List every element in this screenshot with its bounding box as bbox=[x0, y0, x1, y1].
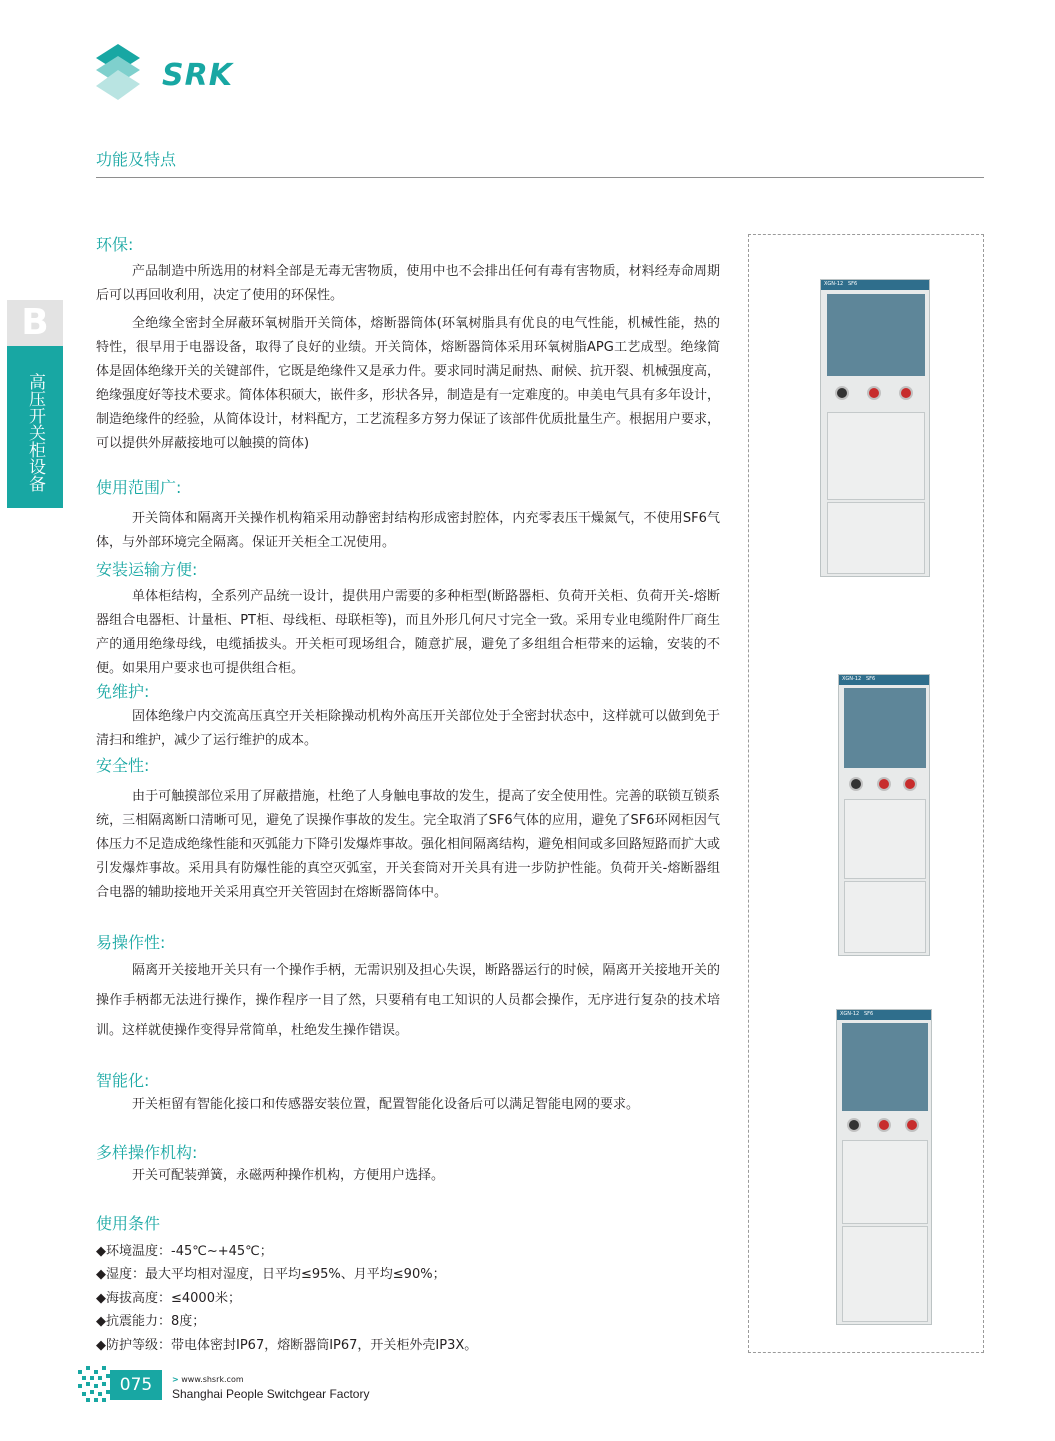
section-heading-safety: 安全性: bbox=[96, 756, 150, 775]
condition-item: ◆抗震能力：8度； bbox=[96, 1314, 206, 1330]
footer-url bbox=[172, 1375, 244, 1384]
page-title: 功能及特点 bbox=[96, 150, 177, 169]
section-eco-text-2: 全绝缘全密封全屏蔽环氧树脂开关筒体，熔断器筒体(环氧树脂具有优良的电气性能，机械性能，热的特性，很早用于电器设备，取得了良好的业绩。开关筒体，熔断器筒体采用环氧树脂APG工艺成型。绝缘简体是固体绝缘开关的关键部件，它既是绝缘件又是承力件。要求同时满足耐热、耐候、抗开裂、机械强度高，绝缘强度好等技术要求。简体体积硕大，嵌件多，形状各异，制造是有一定难度的。申美电气具有多年设计，制造绝缘件的经验，从简体设计，材料配方，工艺流程多方努力保证了该部件优质批量生产。根据用户要求，可以提供外屏蔽接地可以触摸的筒体) bbox=[96, 316, 721, 451]
cabinet-control-panel bbox=[827, 294, 925, 376]
cabinet-door bbox=[844, 881, 926, 953]
condition-item: ◆海拔高度：≤4000米； bbox=[96, 1290, 241, 1306]
cabinet-knob bbox=[905, 1118, 919, 1132]
section-eco-text-1: 产品制造中所选用的材料全部是无毒无害物质，使用中也不会排出任何有毒有害物质，材料经寿命周期后可以再回收利用，决定了使用的环保性。 bbox=[96, 264, 720, 303]
cabinet-nameplate bbox=[839, 675, 929, 685]
cabinet-model: XGN-12 bbox=[842, 676, 862, 682]
page-number: 075 bbox=[110, 1370, 162, 1400]
section-smart-text: 开关柜留有智能化接口和传感器安装位置，配置智能化设备后可以满足智能电网的要求。 bbox=[132, 1097, 640, 1112]
switchgear-cabinet-photo bbox=[838, 674, 930, 956]
cabinet-nameplate bbox=[821, 280, 929, 290]
cabinet-knob bbox=[849, 777, 863, 791]
cabinet-knob bbox=[877, 1118, 891, 1132]
section-heading-scope: 使用范围广: bbox=[96, 478, 182, 497]
cabinet-door bbox=[842, 1140, 928, 1224]
arrow-icon: > bbox=[172, 1375, 179, 1384]
cabinet-door bbox=[827, 412, 925, 500]
section-maintenance-para bbox=[96, 705, 720, 753]
footer-url-text: www.shsrk.com bbox=[181, 1375, 244, 1384]
section-eco-para-1 bbox=[96, 260, 720, 308]
title-divider bbox=[96, 177, 984, 178]
section-safety-para bbox=[96, 785, 720, 905]
cabinet-door bbox=[827, 502, 925, 574]
section-heading-mechanism: 多样操作机构: bbox=[96, 1143, 198, 1162]
cabinet-knob bbox=[867, 386, 881, 400]
condition-item: ◆环境温度：-45℃~+45℃； bbox=[96, 1244, 273, 1259]
condition-item: ◆防护等级：带电体密封IP67，熔断器筒IP67，开关柜外壳IP3X。 bbox=[96, 1337, 478, 1353]
conditions-list bbox=[96, 1240, 477, 1357]
switchgear-cabinet-photo bbox=[820, 279, 930, 577]
cabinet-knob bbox=[903, 777, 917, 791]
cabinet-tag: SF6 bbox=[866, 676, 876, 682]
cabinet-model: XGN-12 bbox=[840, 1011, 860, 1017]
conditions-heading: 使用条件 bbox=[96, 1214, 161, 1233]
section-heading-install: 安装运输方便: bbox=[96, 560, 198, 579]
section-heading-maintenance: 免维护: bbox=[96, 682, 150, 701]
section-heading-operation: 易操作性: bbox=[96, 933, 166, 952]
section-scope-text: 开关筒体和隔离开关操作机构箱采用动静密封结构形成密封腔体，内充零表压干燥氮气，不使用SF6气体，与外部环境完全隔离。保证开关柜全工况使用。 bbox=[96, 511, 720, 550]
srk-logo-mark-icon bbox=[96, 44, 156, 104]
section-heading-eco: 环保: bbox=[96, 235, 134, 254]
cabinet-door bbox=[844, 799, 926, 879]
section-safety-text: 由于可触摸部位采用了屏蔽措施，杜绝了人身触电事故的发生，提高了安全使用性。完善的联锁互锁系统，三相隔离断口清晰可见，避免了误操作事故的发生。完全取消了SF6气体的应用，避免了SF6环网柜因气体压力不足造成绝缘性能和灭弧能力下降引发爆炸事故。强化相间隔离结构，避免相间或多回路短路而扩大或引发爆炸事故。采用具有防爆性能的真空灭弧室，开关套筒对开关具有进一步防护性能。负荷开关-熔断器组合电器的辅助接地开关采用真空开关管固封在熔断器筒体中。 bbox=[96, 789, 721, 900]
switchgear-cabinet-photo bbox=[836, 1009, 932, 1325]
section-operation-text: 隔离开关接地开关只有一个操作手柄，无需识别及担心失误，断路器运行的时候，隔离开关接地开关的操作手柄都无法进行操作，操作程序一目了然，只要稍有电工知识的人员都会操作，无序进行复杂的技术培训。这样就使操作变得异常简单，杜绝发生操作错误。 bbox=[96, 963, 720, 1038]
cabinet-control-panel bbox=[844, 688, 926, 768]
section-scope-para bbox=[96, 507, 720, 555]
section-install-text: 单体柜结构，全系列产品统一设计，提供用户需要的多种柜型(断路器柜、负荷开关柜、负荷开关-熔断器组合电器柜、计量柜、PT柜、母线柜、母联柜等)，而且外形几何尺寸完全一致。采用专业电缆附件厂商生产的通用绝缘母线，电缆插拔头。开关柜可现场组合，随意扩展，避免了多组组合柜带来的运输，安装的不便。如果用户要求也可提供组合柜。 bbox=[96, 589, 720, 676]
cabinet-nameplate bbox=[837, 1010, 931, 1020]
cabinet-control-panel bbox=[842, 1023, 928, 1111]
footer-company: Shanghai People Switchgear Factory bbox=[172, 1387, 370, 1401]
cabinet-knob bbox=[877, 777, 891, 791]
section-operation-para bbox=[96, 956, 720, 1046]
cabinet-knob bbox=[899, 386, 913, 400]
section-smart-para bbox=[96, 1093, 720, 1117]
cabinet-door bbox=[842, 1226, 928, 1322]
cabinet-knob bbox=[847, 1118, 861, 1132]
section-install-para bbox=[96, 585, 720, 681]
section-eco-para-2 bbox=[96, 312, 720, 456]
section-mechanism-text: 开关可配装弹簧，永磁两种操作机构，方便用户选择。 bbox=[132, 1168, 445, 1183]
cabinet-tag: SF6 bbox=[848, 281, 858, 287]
cabinet-knob bbox=[835, 386, 849, 400]
section-heading-smart: 智能化: bbox=[96, 1071, 150, 1090]
side-tab-label: 高压开关柜设备 bbox=[25, 372, 45, 492]
side-tab-letter: B bbox=[7, 300, 63, 346]
condition-item: ◆湿度：最大平均相对湿度，日平均≤95%、月平均≤90%； bbox=[96, 1267, 446, 1283]
cabinet-model: XGN-12 bbox=[824, 281, 844, 287]
srk-logo-text: SRK bbox=[162, 58, 233, 93]
srk-logo bbox=[96, 44, 256, 104]
section-maintenance-text: 固体绝缘户内交流高压真空开关柜除操动机构外高压开关部位处于全密封状态中，这样就可以做到免于清扫和维护，减少了运行维护的成本。 bbox=[96, 709, 720, 748]
section-mechanism-para bbox=[96, 1164, 720, 1188]
cabinet-tag: SF6 bbox=[864, 1011, 874, 1017]
